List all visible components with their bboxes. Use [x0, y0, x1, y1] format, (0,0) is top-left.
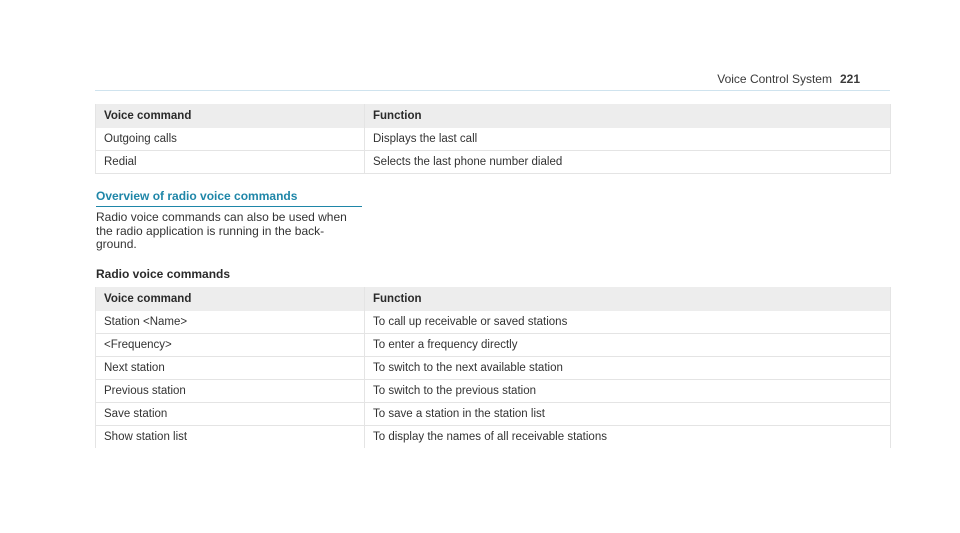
voice-command-cell: Save station	[96, 403, 365, 426]
voice-command-cell: Show station list	[96, 426, 365, 449]
voice-command-cell: <Frequency>	[96, 334, 365, 357]
table-row	[96, 426, 891, 449]
table-row	[96, 403, 891, 426]
voice-command-cell: Redial	[96, 151, 365, 174]
phone-commands-table	[95, 104, 891, 174]
function-cell: To save a station in the station list	[365, 403, 891, 426]
page-number: 221	[839, 72, 860, 86]
function-cell: To enter a frequency directly	[365, 334, 891, 357]
column-header: Voice command	[96, 287, 365, 311]
table-row	[96, 151, 891, 174]
table-row	[96, 334, 891, 357]
table-header-row	[96, 287, 891, 311]
table-row	[96, 311, 891, 334]
voice-command-cell: Previous station	[96, 380, 365, 403]
running-header	[717, 72, 860, 86]
column-header: Function	[365, 287, 891, 311]
table-subheading: Radio voice commands	[96, 267, 231, 281]
voice-command-cell: Next station	[96, 357, 365, 380]
function-cell: Selects the last phone number dialed	[365, 151, 891, 174]
function-cell: Displays the last call	[365, 128, 891, 151]
header-title: Voice Control System	[717, 72, 832, 86]
column-header: Voice command	[96, 104, 365, 128]
section-body	[96, 211, 366, 252]
function-cell: To call up receivable or saved stations	[365, 311, 891, 334]
column-header: Function	[365, 104, 891, 128]
function-cell: To display the names of all receivable stations	[365, 426, 891, 449]
voice-command-cell: Station <Name>	[96, 311, 365, 334]
table-header-row	[96, 104, 891, 128]
body-line: the radio application is running in the back-	[96, 223, 325, 238]
body-line: Radio voice commands can also be used when	[96, 210, 347, 224]
function-cell: To switch to the previous station	[365, 380, 891, 403]
table-row	[96, 380, 891, 403]
section-title: Overview of radio voice commands	[96, 189, 362, 207]
voice-command-cell: Outgoing calls	[96, 128, 365, 151]
table-row	[96, 357, 891, 380]
table-row	[96, 128, 891, 151]
body-line: ground.	[96, 237, 137, 251]
radio-commands-table	[95, 287, 891, 448]
function-cell: To switch to the next available station	[365, 357, 891, 380]
header-divider	[95, 90, 890, 91]
